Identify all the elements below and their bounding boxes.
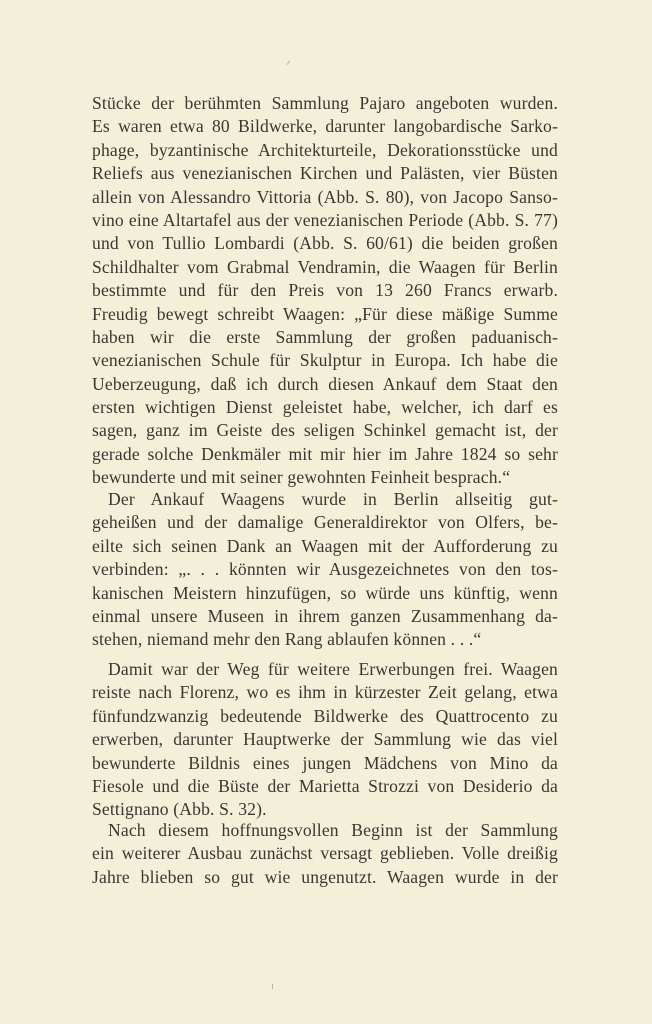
text-line: venezianischen Schule für Skulptur in Europa. Ich habe die [92, 350, 558, 371]
paragraph [92, 819, 558, 889]
text-line: Damit war der Weg für weitere Erwerbungen frei. Waagen [108, 659, 558, 679]
text-line: haben wir die erste Sammlung der großen paduanisch- [92, 326, 558, 347]
text-line: eilte sich seinen Dank an Waagen mit der Aufforderung zu [92, 535, 558, 556]
text-line: Settignano (Abb. S. 32). [92, 799, 267, 820]
text-line: sagen, ganz im Geiste des seligen Schinkel gemacht ist, der [92, 420, 558, 441]
text-line: ersten wichtigen Dienst geleistet habe, welcher, ich darf es [92, 397, 558, 418]
paragraph [92, 658, 558, 822]
text-line: und von Tullio Lombardi (Abb. S. 60/61) die beiden großen [92, 233, 558, 254]
paragraph [92, 488, 558, 652]
text-line: kanischen Meistern hinzufügen, so würde uns künftig, wenn [92, 582, 558, 603]
text-line: Nach diesem hoffnungsvollen Beginn ist der Sammlung [108, 820, 558, 840]
text-line: geheißen und der damalige Generaldirektor von Olfers, be- [92, 512, 558, 533]
text-line: stehen, niemand mehr den Rang ablaufen können . . .“ [92, 629, 482, 650]
text-line: phage, byzantinische Architekturteile, Dekorationsstücke und [92, 139, 558, 160]
text-line: gerade solche Denkmäler mit mir hier im Jahre 1824 so sehr [92, 443, 558, 464]
text-line: allein von Alessandro Vittoria (Abb. S. 80), von Jacopo Sanso- [92, 186, 558, 207]
text-line: ein weiterer Ausbau zunächst versagt geblieben. Volle dreißig [92, 843, 558, 864]
text-line: bewunderte Bildnis eines jungen Mädchens von Mino da [92, 752, 558, 773]
scan-speck [272, 984, 273, 989]
text-line: Der Ankauf Waagens wurde in Berlin allseitig gut- [108, 489, 558, 509]
text-line: Fiesole und die Büste der Marietta Strozzi von Desiderio da [92, 775, 558, 796]
text-line: bewunderte und mit seiner gewohnten Feinheit besprach.“ [92, 467, 511, 488]
text-line: Schildhalter vom Grabmal Vendramin, die Waagen für Berlin [92, 256, 558, 277]
text-line: Jahre blieben so gut wie ungenutzt. Waagen wurde in der [92, 866, 558, 887]
text-line: verbinden: „. . . könnten wir Ausgezeichnetes von den tos- [92, 559, 558, 580]
text-line: Stücke der berühmten Sammlung Pajaro angeboten wurden. [92, 93, 558, 113]
text-line: erwerben, darunter Hauptwerke der Sammlung wie das viel [92, 729, 558, 750]
text-line: Freudig bewegt schreibt Waagen: „Für diese mäßige Summe [92, 303, 558, 324]
text-line: vino eine Altartafel aus der venezianischen Periode (Abb. S. 77) [92, 209, 558, 230]
text-line: bestimmte und für den Preis von 13 260 Francs erwarb. [92, 280, 558, 301]
scan-speck [287, 60, 291, 65]
text-line: Reliefs aus venezianischen Kirchen und Palästen, vier Büsten [92, 163, 558, 184]
text-line: Es waren etwa 80 Bildwerke, darunter langobardische Sarko- [92, 116, 558, 137]
text-line: einmal unsere Museen in ihrem ganzen Zusammenhang da- [92, 605, 558, 626]
text-line: reiste nach Florenz, wo es ihm in kürzester Zeit gelang, etwa [92, 682, 558, 703]
text-line: Ueberzeugung, daß ich durch diesen Ankauf dem Staat den [92, 373, 558, 394]
text-line: fünfundzwanzig bedeutende Bildwerke des Quattrocento zu [92, 705, 558, 726]
paragraph [92, 92, 558, 490]
